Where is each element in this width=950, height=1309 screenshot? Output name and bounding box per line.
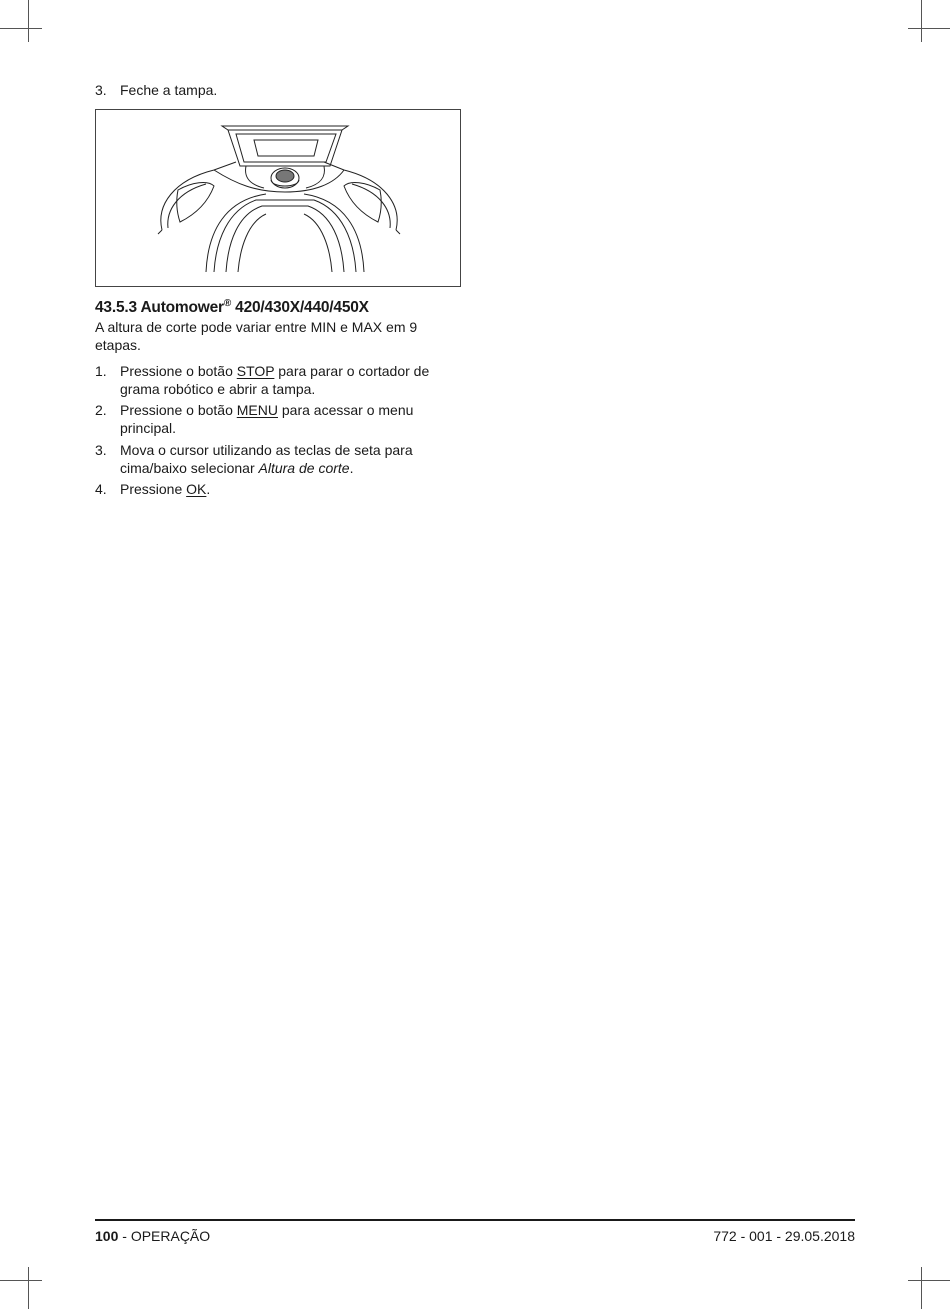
step-text-after: . bbox=[349, 460, 354, 476]
crop-mark bbox=[908, 1280, 950, 1281]
step-text: Feche a tampa. bbox=[120, 82, 218, 98]
mower-lid-closed-illustration bbox=[96, 110, 462, 288]
step-item bbox=[95, 480, 455, 498]
section-heading bbox=[95, 293, 369, 319]
crop-mark bbox=[921, 1267, 922, 1309]
step-number: 3. bbox=[95, 82, 107, 98]
footer-section-name: OPERAÇÃO bbox=[130, 1228, 211, 1244]
section-number: 43.5.3 bbox=[95, 299, 137, 317]
step-number: 2. bbox=[95, 402, 107, 418]
footer-rule bbox=[95, 1219, 855, 1221]
step-text bbox=[120, 480, 460, 498]
crop-mark bbox=[28, 1267, 29, 1309]
mower-figure bbox=[95, 109, 461, 287]
step-text-after: para parar o cortador de grama robótico e abrir a tampa. bbox=[120, 363, 430, 397]
footer-page-info bbox=[95, 1228, 210, 1244]
stop-button-label: STOP bbox=[236, 363, 275, 379]
step-item bbox=[95, 362, 455, 398]
closing-step bbox=[95, 81, 455, 99]
step-text-before: Pressione o botão bbox=[120, 363, 237, 379]
crop-mark bbox=[921, 0, 922, 42]
step-item bbox=[95, 401, 455, 437]
step-number: 4. bbox=[95, 481, 107, 497]
step-text-after: para acessar o menu principal. bbox=[120, 402, 414, 436]
section-title-main: Automower bbox=[140, 299, 224, 317]
registered-mark: ® bbox=[223, 298, 232, 309]
step-text-before: Mova o cursor utilizando as teclas de seta para cima/baixo selecionar bbox=[120, 442, 413, 476]
footer-doc-ref: 772 - 001 - 29.05.2018 bbox=[713, 1228, 855, 1244]
footer-separator: - bbox=[118, 1228, 131, 1244]
crop-mark bbox=[0, 1280, 42, 1281]
crop-mark bbox=[908, 28, 950, 29]
step-text-before: Pressione o botão bbox=[120, 402, 237, 418]
crop-mark bbox=[0, 28, 42, 29]
step-number: 1. bbox=[95, 363, 107, 379]
step-text bbox=[120, 362, 460, 398]
step-text-after: . bbox=[206, 481, 211, 497]
step-text bbox=[120, 401, 460, 437]
menu-option-altura: Altura de corte bbox=[258, 460, 350, 476]
step-text-before: Pressione bbox=[120, 481, 187, 497]
section-intro: A altura de corte pode variar entre MIN e MAX em 9 etapas. bbox=[95, 319, 418, 353]
menu-button-label: MENU bbox=[236, 402, 278, 418]
step-number: 3. bbox=[95, 442, 107, 458]
crop-mark bbox=[28, 0, 29, 42]
step-text bbox=[120, 441, 460, 477]
page-number: 100 bbox=[95, 1228, 119, 1244]
section-title-models: 420/430X/440/450X bbox=[235, 299, 369, 317]
step-item bbox=[95, 441, 455, 477]
ok-button-label: OK bbox=[186, 481, 207, 497]
